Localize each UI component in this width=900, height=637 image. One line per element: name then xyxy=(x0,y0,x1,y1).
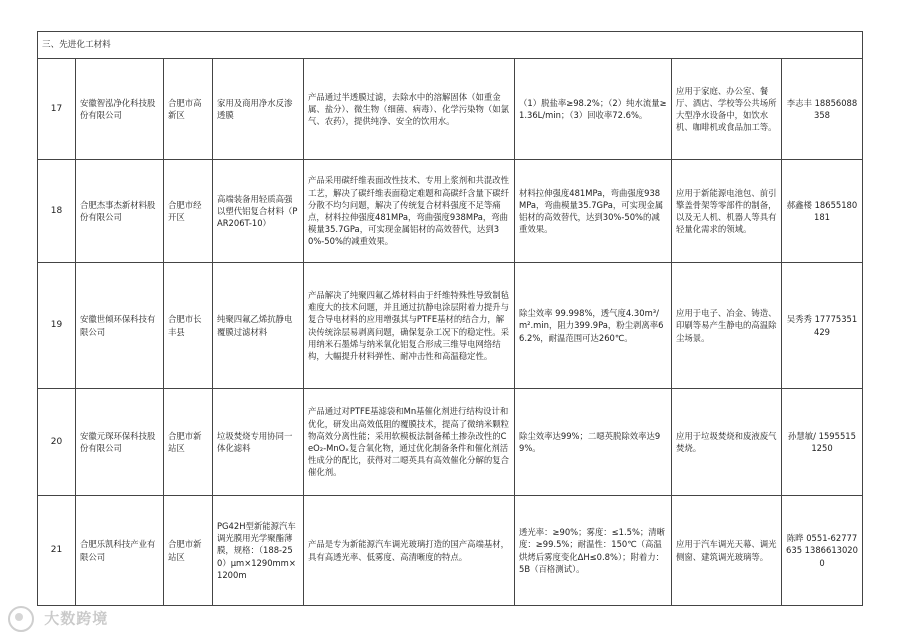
row-number: 18 xyxy=(38,160,76,263)
product-specs: 除尘效率 99.998%，透气度4.30m³/m².min，阻力399.9Pa，粉尘剥离率66.2%，耐温范围可达260℃。 xyxy=(515,263,672,389)
watermark-text: 大数跨境 xyxy=(44,609,109,628)
contact-info: 郝鑫楼 18655180181 xyxy=(782,160,863,263)
row-number: 21 xyxy=(38,496,76,606)
watermark-logo-icon xyxy=(8,606,34,632)
product-application: 应用于家庭、办公室、餐厅、酒店、学校等公共场所大型净水设备中，如饮水机、咖啡机或食品加工等。 xyxy=(672,59,782,160)
product-name: 高端装备用轻质高强以塑代铝复合材料（PAR206T-10） xyxy=(213,160,304,263)
company-location: 合肥市高新区 xyxy=(164,59,213,160)
company-location: 合肥市新站区 xyxy=(164,389,213,496)
product-name: PG42H型新能源汽车调光膜用光学聚酯薄膜，规格：（188-250）μm×1290mm×1200m xyxy=(213,496,304,606)
contact-info: 李志丰 18856088358 xyxy=(782,59,863,160)
product-specs: （1）脱盐率≥98.2%；（2）纯水流量≥1.36L/min；（3）回收率72.6%。 xyxy=(515,59,672,160)
product-specs: 透光率：≥90%；雾度：≤1.5%；清晰度：≥99.5%；耐温性：150℃（高温烘烤后雾度变化ΔH≤0.8%）；附着力：5B（百格测试）。 xyxy=(515,496,672,606)
company-name: 合肥杰事杰新材料股份有限公司 xyxy=(76,160,164,263)
product-name: 家用及商用净水反渗透膜 xyxy=(213,59,304,160)
company-location: 合肥市长丰县 xyxy=(164,263,213,389)
product-description: 产品通过半透膜过滤，去除水中的溶解固体（如重金属、盐分）、微生物（细菌、病毒）、化学污染物（如氯气、农药），提供纯净、安全的饮用水。 xyxy=(304,59,515,160)
section-title: 三、先进化工材料 xyxy=(38,32,863,59)
product-table xyxy=(37,31,863,606)
product-specs: 除尘效率达99%；二噁英脱除效率达99%。 xyxy=(515,389,672,496)
table-row xyxy=(38,389,863,496)
watermark xyxy=(8,606,108,632)
company-location: 合肥市经开区 xyxy=(164,160,213,263)
product-specs: 材料拉伸强度481MPa，弯曲强度938MPa，弯曲模量35.7GPa，可实现金属铝材的高效替代，达到30%-50%的减重效果。 xyxy=(515,160,672,263)
row-number: 20 xyxy=(38,389,76,496)
company-name: 合肥乐凯科技产业有限公司 xyxy=(76,496,164,606)
table-row xyxy=(38,496,863,606)
product-application: 应用于垃圾焚烧和废液废气焚烧。 xyxy=(672,389,782,496)
contact-info: 吴秀秀 17775351429 xyxy=(782,263,863,389)
company-name: 安徽元琛环保科技股份有限公司 xyxy=(76,389,164,496)
product-description: 产品采用碳纤维表面改性技术、专用上浆剂和共混改性工艺，解决了碳纤维表面稳定难题和高碳纤含量下碳纤分散不均匀问题，解决了传统复合材料强度不足等痛点，材料拉伸强度481MPa，弯曲强度938MPa，弯曲模量35.7GPa，可实现金属铝材的高效替代，达到30%-50%的减重效果。 xyxy=(304,160,515,263)
table-row xyxy=(38,59,863,160)
product-application: 应用于新能源电池包、前引擎盖骨架等零部件的制备，以及无人机、机器人等具有轻量化需求的领域。 xyxy=(672,160,782,263)
row-number: 17 xyxy=(38,59,76,160)
row-number: 19 xyxy=(38,263,76,389)
company-location: 合肥市新站区 xyxy=(164,496,213,606)
product-name: 垃圾焚烧专用协同一体化滤料 xyxy=(213,389,304,496)
product-description: 产品通过对PTFE基滤袋和Mn基催化剂进行结构设计和优化，研发出高效低阻的覆膜技术，提高了微纳米颗粒物高效分离性能；采用软模板法制备稀土掺杂改性的CeO₂-MnOₓ复合氧化物，通过优化制备条件和催化剂活性成分的配比，获得对二噁英具有高效催化分解的复合催化剂。 xyxy=(304,389,515,496)
product-description: 产品是专为新能源汽车调光玻璃打造的国产高端基材，具有高透光率、低雾度、高清晰度的特点。 xyxy=(304,496,515,606)
table-row xyxy=(38,263,863,389)
product-name: 纯聚四氟乙烯抗静电覆膜过滤材料 xyxy=(213,263,304,389)
contact-info: 孙慧敏/ 15955151250 xyxy=(782,389,863,496)
company-name: 安徽世倾环保科技有限公司 xyxy=(76,263,164,389)
section-header-row xyxy=(38,32,863,59)
product-description: 产品解决了纯聚四氟乙烯材料由于纤维特殊性导致制毡难度大的技术问题，并且通过抗静电涂层附着力提升与复合导电材料的应用增强其与PTFE基材的结合力，解决传统涂层易剥离问题，确保复杂工况下的稳定性。采用纳米石墨烯与纳米氧化铝复合形成三维导电网络结构，大幅提升材料弹性、耐冲击性和高温稳定性。 xyxy=(304,263,515,389)
product-application: 应用于电子、冶金、铸造、印刷等易产生静电的高温除尘场景。 xyxy=(672,263,782,389)
product-application: 应用于汽车调光天幕、调光侧窗、建筑调光玻璃等。 xyxy=(672,496,782,606)
contact-info: 陈晔 0551-62777635 13866130200 xyxy=(782,496,863,606)
table-row xyxy=(38,160,863,263)
company-name: 安徽智泓净化科技股份有限公司 xyxy=(76,59,164,160)
